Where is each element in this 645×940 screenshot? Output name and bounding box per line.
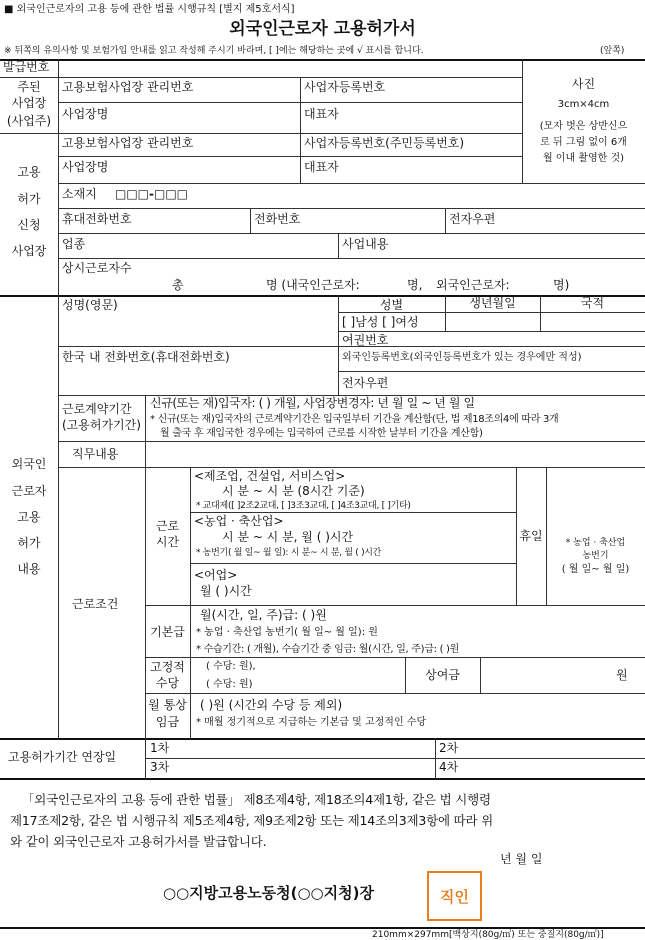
agriculture-hours[interactable]: 시 분 ~ 시 분, 월 ( )시간 [222, 530, 354, 544]
fishery-label: <어업> [194, 568, 238, 582]
fixed-allowance-label-1: 고정적 [150, 660, 185, 674]
photo-title: 사진 [571, 77, 596, 91]
contract-period[interactable]: 신규(또는 재)입국자: ( ) 개월, 사업장변경자: 년 월 일 ~ 년 월 일 [150, 396, 475, 410]
issuer-name: ○○지방고용노동청(○○지청)장 [163, 884, 374, 902]
front-page-label: (앞쪽) [600, 46, 625, 56]
manufacturing-label: <제조업, 건설업, 서비스업> [194, 469, 346, 483]
monthly-wage-amount[interactable]: ( )원 (시간외 수당 등 제외) [200, 698, 343, 712]
applicant-label-4: 사업장 [11, 244, 47, 258]
duty-label: 직무내용 [72, 447, 119, 461]
statement-line-1: 「외국인근로자의 고용 등에 관한 법률」 제8조제4항, 제18조의4제1항, 같은 법 시행령 [22, 792, 491, 807]
monthly-wage-note: * 매월 정기적으로 지급하는 기본급 및 고정적인 수당 [196, 717, 427, 728]
postal-code[interactable]: □□□-□□□ [115, 187, 189, 201]
gender-options[interactable]: [ ]남성 [ ]여성 [342, 315, 419, 329]
applicant-mobile[interactable]: 휴대전화번호 [62, 212, 132, 226]
applicant-label-3: 신청 [17, 218, 41, 232]
worker-kr-phone[interactable]: 한국 내 전화번호(휴대전화번호) [62, 350, 230, 364]
holiday-note-3[interactable]: ( 월 일~ 월 일) [561, 564, 630, 575]
main-representative[interactable]: 대표자 [304, 107, 339, 121]
applicant-representative[interactable]: 대표자 [304, 160, 339, 174]
agriculture-label: <농업 · 축산업> [194, 514, 284, 528]
contract-label-1: 근로계약기간 [62, 402, 132, 416]
fixed-allowance-1[interactable]: ( 수당: 원), [206, 661, 256, 672]
worker-label-2: 근로자 [11, 484, 47, 498]
base-pay-label: 기본급 [150, 625, 185, 639]
monthly-wage-label-1: 월 통상 [148, 698, 187, 712]
contract-note-2: 월 출국 후 재입국한 경우에는 입국하여 근로를 시작한 날부터 기간을 계산함) [160, 428, 483, 439]
fixed-allowance-2[interactable]: ( 수당: 원) [206, 679, 253, 690]
worker-birth[interactable]: 생년월일 [469, 296, 516, 310]
holiday-note-1: * 농업 · 축산업 [565, 538, 626, 548]
workers-foreign: 외국인근로자: [436, 278, 510, 292]
applicant-insurance-no[interactable]: 고용보험사업장 관리번호 [62, 136, 194, 150]
manufacturing-hours[interactable]: 시 분 ~ 시 분 (8시간 기준) [222, 484, 365, 498]
statement-line-3: 와 같이 외국인근로자 고용허가서를 발급합니다. [10, 834, 267, 849]
worker-label-1: 외국인 [11, 457, 47, 471]
statement-line-2: 제17조제2항, 같은 법 시행규칙 제5조제4항, 제9조제2항 또는 제14조의3제3항에 따라 위 [10, 813, 494, 828]
workers-count-label: 상시근로자수 [62, 261, 132, 275]
extension-2[interactable]: 2차 [439, 741, 459, 755]
extension-3[interactable]: 3차 [150, 760, 170, 774]
applicant-phone[interactable]: 전화번호 [254, 212, 301, 226]
paper-size-footer: 210mm×297mm[백상지(80g/㎡) 또는 중질지(80g/㎡)] [372, 930, 604, 940]
applicant-biz-name[interactable]: 사업장명 [62, 160, 109, 174]
contract-note-1: * 신규(또는 재)입국자의 근로계약기간은 입국일부터 기간을 계산함(단, 법 제18조의4에 따라 3개 [150, 414, 559, 425]
extension-4[interactable]: 4차 [439, 760, 459, 774]
holiday-note-2: 농번기 [582, 551, 609, 561]
agriculture-note: * 농번기( 월 일~ 월 일): 시 분~ 시 분, 월 ( )시간 [196, 548, 382, 558]
applicant-email[interactable]: 전자우편 [449, 212, 496, 226]
photo-note-1: (모자 벗은 상반신으 [539, 121, 628, 132]
applicant-biz-reg-no[interactable]: 사업자등록번호(주민등록번호) [304, 136, 465, 150]
applicant-address-label: 소재지 [62, 187, 97, 201]
conditions-label: 근로조건 [72, 597, 119, 611]
applicant-label-2: 허가 [17, 192, 41, 206]
base-pay-probation[interactable]: * 수습기간: ( 개월), 수습기간 중 임금: 월(시간, 일, 주)급: ( )원 [196, 644, 460, 655]
worker-alien-reg[interactable]: 외국인등록번호(외국인등록번호가 있는 경우에만 적성) [342, 352, 582, 363]
applicant-business[interactable]: 사업내용 [342, 237, 389, 251]
main-employer-label-3: (사업주) [6, 114, 52, 128]
photo-note-2: 로 뒤 그림 없이 6개 [540, 137, 627, 148]
issue-date[interactable]: 년 월 일 [500, 852, 543, 866]
work-hours-label-2: 시간 [155, 535, 180, 549]
main-employer-label-1: 주된 [17, 80, 41, 94]
worker-passport[interactable]: 여권번호 [342, 333, 389, 347]
main-biz-reg-no[interactable]: 사업자등록번호 [304, 80, 386, 94]
manufacturing-note: * 교대제([ ]2조2교대, [ ]3조3교대, [ ]4조3교대, [ ]기타) [196, 501, 411, 511]
worker-label-5: 내용 [17, 562, 41, 576]
monthly-wage-label-2: 임금 [155, 715, 180, 729]
contract-label-2: (고용허가기간) [62, 418, 141, 432]
extension-1[interactable]: 1차 [150, 741, 170, 755]
bonus-label: 상여금 [425, 668, 460, 682]
instructions-notice: ※ 뒤쪽의 유의사항 및 보험가입 안내를 읽고 작성해 주시기 바라며, [ ]에는 해당하는 곳에 √ 표시를 합니다. [4, 46, 424, 56]
applicant-industry[interactable]: 업종 [62, 237, 86, 251]
bonus-unit[interactable]: 원 [616, 668, 628, 682]
base-pay-amount[interactable]: 월(시간, 일, 주)급: ( )원 [200, 608, 327, 622]
fishery-hours[interactable]: 월 ( )시간 [200, 584, 252, 598]
top-border [0, 59, 645, 61]
photo-size: 3cm×4cm [557, 99, 610, 110]
work-hours-label-1: 근로 [155, 519, 180, 533]
issue-number-label: 발급번호 [3, 60, 50, 74]
law-reference: ■ 외국인근로자의 고용 등에 관한 법률 시행규칙 [별지 제5호서식] [4, 4, 295, 15]
extension-label: 고용허가기간 연장일 [8, 750, 117, 764]
main-biz-name[interactable]: 사업장명 [62, 107, 109, 121]
worker-gender: 성별 [379, 298, 404, 312]
main-insurance-no[interactable]: 고용보험사업장 관리번호 [62, 80, 194, 94]
worker-label-3: 고용 [17, 510, 41, 524]
worker-nationality[interactable]: 국적 [580, 296, 605, 310]
workers-unit-2: 명, [407, 278, 423, 292]
holiday-label: 휴일 [519, 529, 543, 543]
workers-unit: 명 (내국인근로자: [266, 278, 360, 292]
worker-name[interactable]: 성명(영문) [62, 298, 118, 312]
photo-note-3: 월 이내 촬영한 것) [542, 153, 625, 164]
base-pay-agri-note[interactable]: * 농업 · 축산업 농번기( 월 일~ 월 일): 원 [196, 627, 378, 638]
worker-label-4: 허가 [17, 536, 41, 550]
form-title: 외국인근로자 고용허가서 [229, 19, 416, 39]
workers-unit-3: 명) [553, 278, 570, 292]
official-seal-stamp: 직인 [427, 871, 482, 921]
fixed-allowance-label-2: 수당 [155, 676, 180, 690]
workers-total[interactable]: 총 [172, 278, 184, 292]
main-employer-label-2: 사업장 [11, 96, 47, 110]
applicant-label-1: 고용 [17, 165, 41, 179]
worker-email[interactable]: 전자우편 [342, 376, 389, 390]
